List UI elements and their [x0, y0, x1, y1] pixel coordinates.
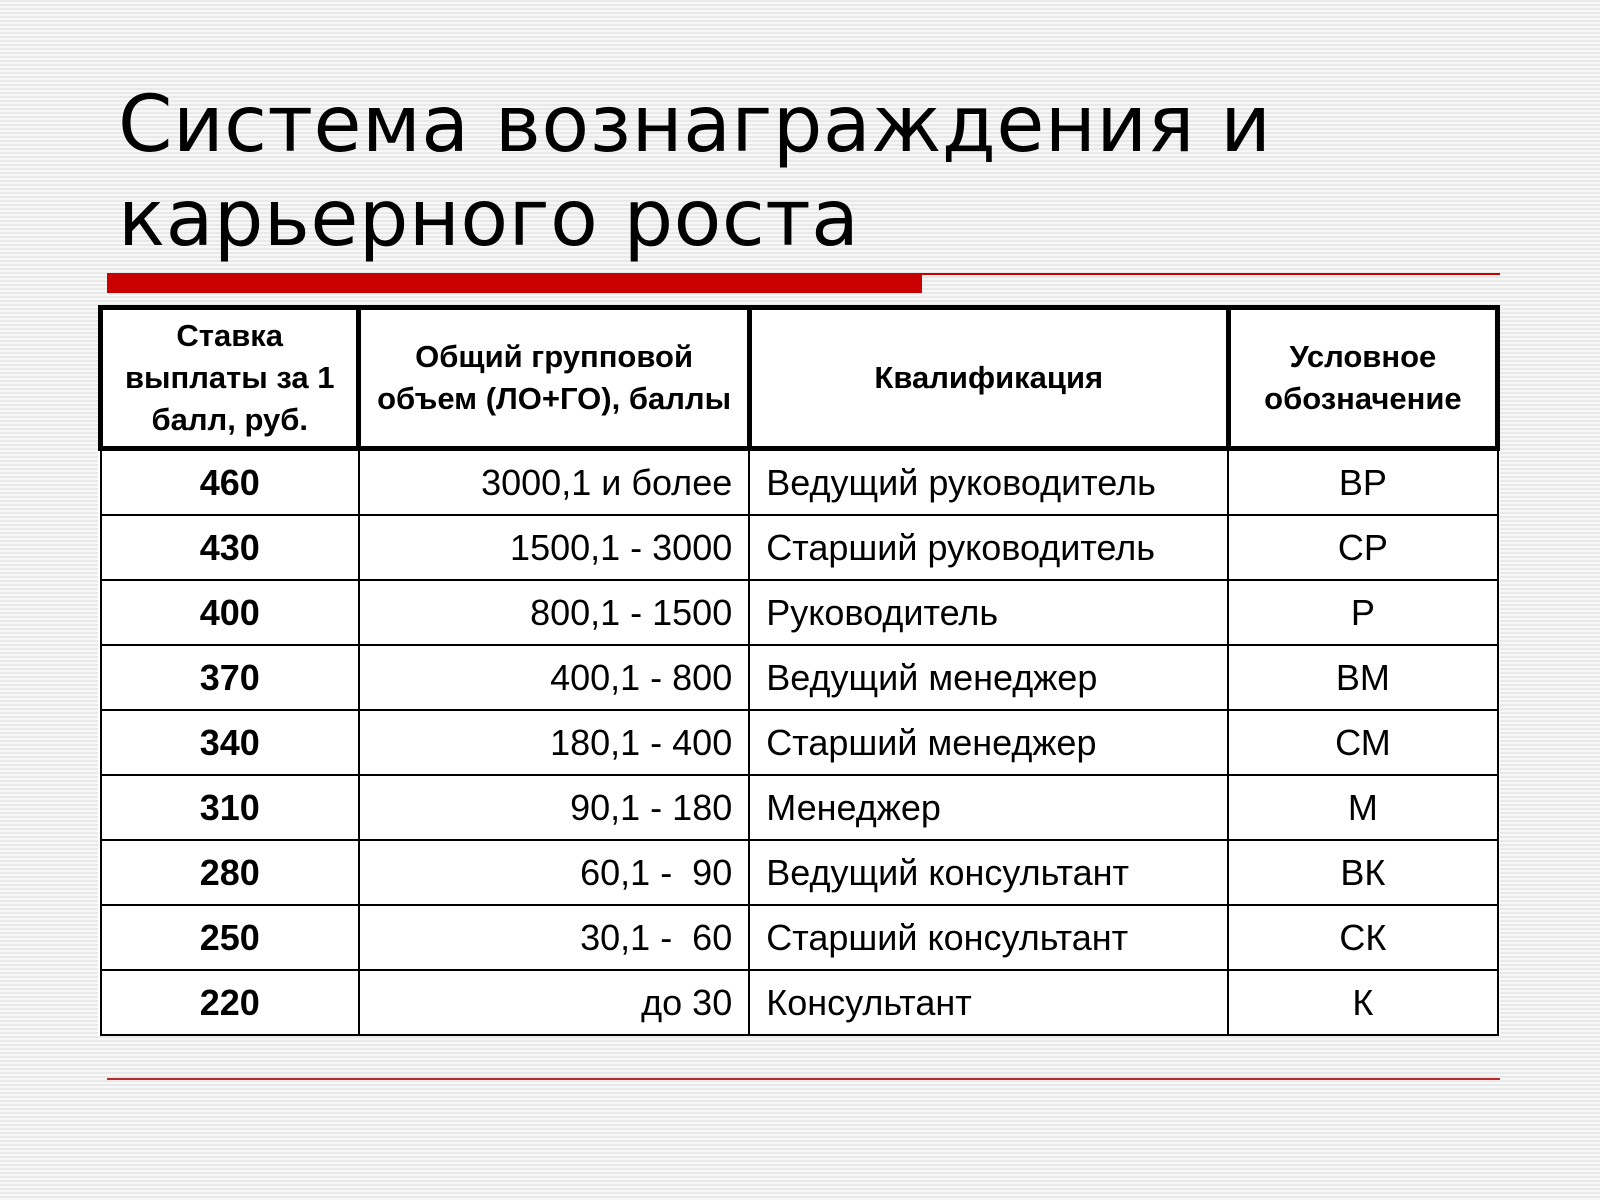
- volume-cell: 400,1 - 800: [359, 645, 749, 710]
- header-rate: Ставка выплаты за 1 балл, руб.: [101, 308, 359, 449]
- header-volume: Общий групповой объем (ЛО+ГО), баллы: [359, 308, 749, 449]
- code-cell: ВК: [1228, 840, 1497, 905]
- code-cell: СК: [1228, 905, 1497, 970]
- volume-cell: 3000,1 и более: [359, 449, 749, 516]
- qualification-cell: Ведущий руководитель: [749, 449, 1228, 516]
- qualification-cell: Ведущий консультант: [749, 840, 1228, 905]
- footer-divider: [107, 1078, 1500, 1080]
- qualification-cell: Консультант: [749, 970, 1228, 1035]
- table-row: [101, 840, 1498, 905]
- qualification-cell: Старший менеджер: [749, 710, 1228, 775]
- qualification-cell: Менеджер: [749, 775, 1228, 840]
- qualification-cell: Ведущий менеджер: [749, 645, 1228, 710]
- code-cell: ВМ: [1228, 645, 1497, 710]
- table-row: [101, 580, 1498, 645]
- rate-cell: 250: [101, 905, 359, 970]
- volume-cell: 180,1 - 400: [359, 710, 749, 775]
- volume-cell: 800,1 - 1500: [359, 580, 749, 645]
- slide-title-line-2: карьерного роста: [118, 174, 860, 264]
- code-cell: СР: [1228, 515, 1497, 580]
- table-header: [101, 308, 1498, 449]
- rate-cell: 310: [101, 775, 359, 840]
- table-row: [101, 970, 1498, 1035]
- qualification-cell: Старший консультант: [749, 905, 1228, 970]
- code-cell: К: [1228, 970, 1497, 1035]
- volume-cell: 90,1 - 180: [359, 775, 749, 840]
- rate-cell: 400: [101, 580, 359, 645]
- volume-cell: 60,1 - 90: [359, 840, 749, 905]
- header-qualification: Квалификация: [749, 308, 1228, 449]
- code-cell: СМ: [1228, 710, 1497, 775]
- code-cell: М: [1228, 775, 1497, 840]
- qualification-cell: Руководитель: [749, 580, 1228, 645]
- header-code: Условное обозначение: [1228, 308, 1497, 449]
- rate-cell: 370: [101, 645, 359, 710]
- table-row: [101, 449, 1498, 516]
- rate-cell: 280: [101, 840, 359, 905]
- title-accent-bar: [107, 273, 922, 293]
- qualification-cell: Старший руководитель: [749, 515, 1228, 580]
- table-body: [101, 449, 1498, 1036]
- table-row: [101, 775, 1498, 840]
- rate-cell: 340: [101, 710, 359, 775]
- rate-cell: 220: [101, 970, 359, 1035]
- reward-table: [98, 305, 1500, 1036]
- volume-cell: до 30: [359, 970, 749, 1035]
- table-row: [101, 905, 1498, 970]
- slide-title: [118, 78, 1418, 266]
- slide-title-line-1: Система вознаграждения и: [118, 80, 1272, 170]
- volume-cell: 1500,1 - 3000: [359, 515, 749, 580]
- table-row: [101, 515, 1498, 580]
- volume-cell: 30,1 - 60: [359, 905, 749, 970]
- header-row: [101, 308, 1498, 449]
- rate-cell: 460: [101, 449, 359, 516]
- code-cell: Р: [1228, 580, 1497, 645]
- table-row: [101, 645, 1498, 710]
- rate-cell: 430: [101, 515, 359, 580]
- code-cell: ВР: [1228, 449, 1497, 516]
- table-row: [101, 710, 1498, 775]
- title-accent-line: [922, 273, 1500, 275]
